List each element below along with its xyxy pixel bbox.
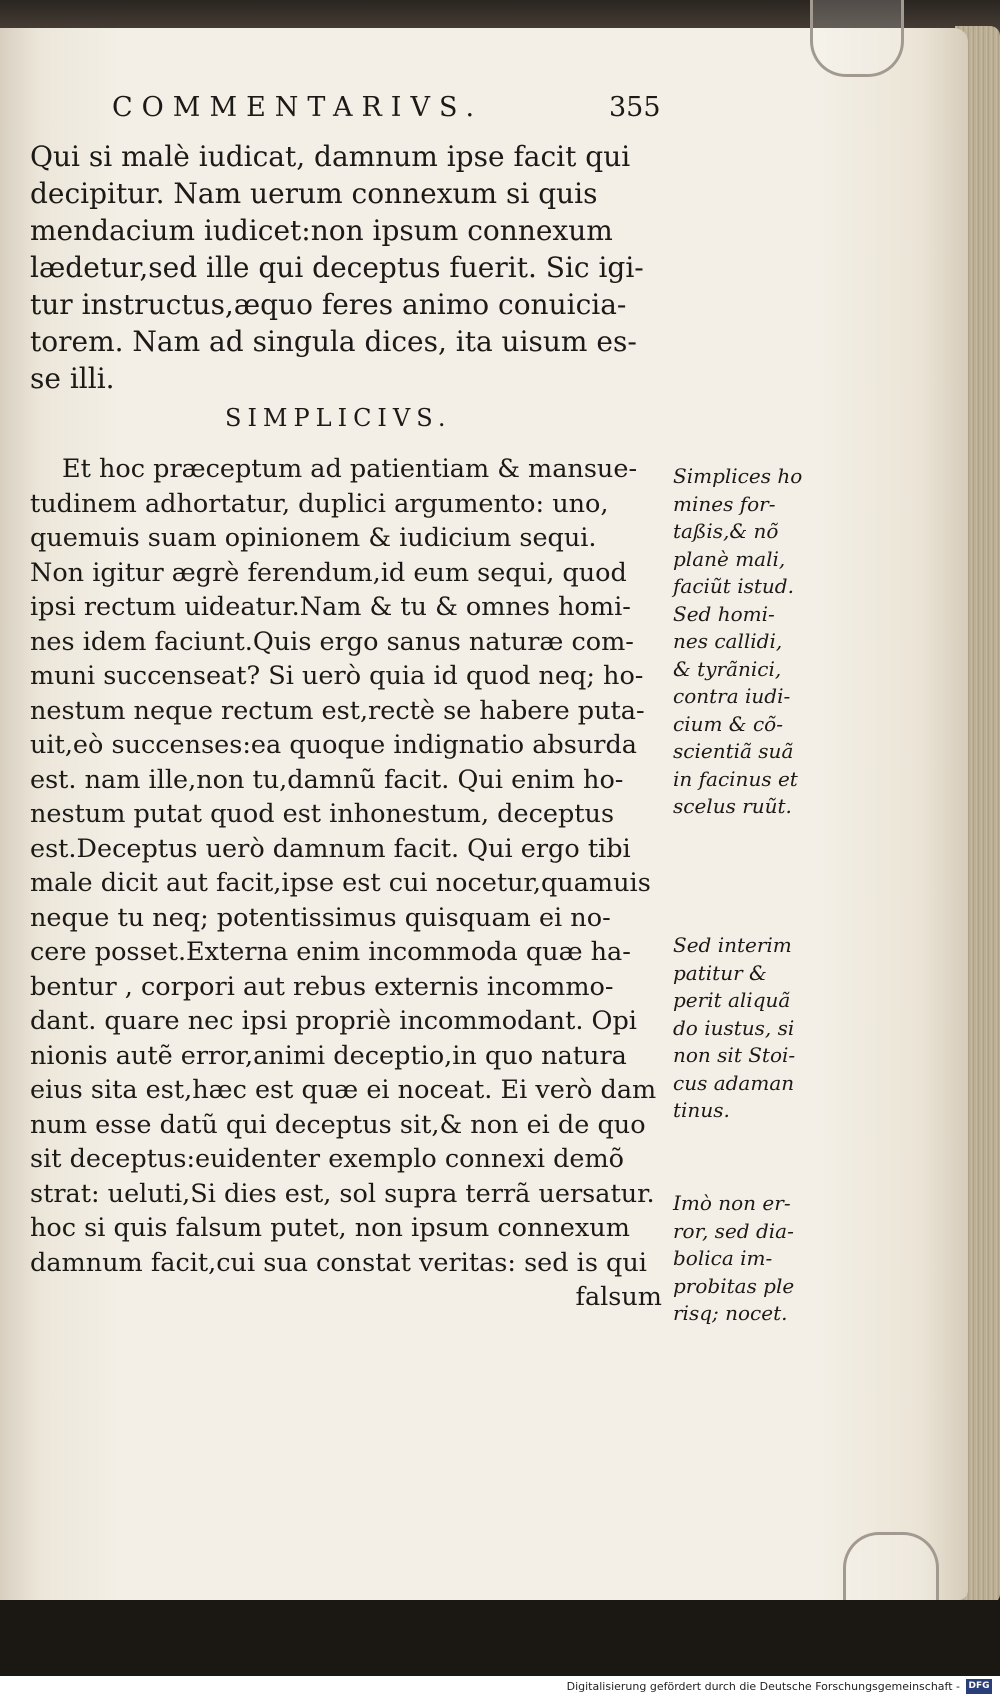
commentary-line: nionis autẽ error,animi deceptio,in quo natura (30, 1040, 627, 1071)
margin-line: in facinus et (673, 766, 798, 791)
margin-line: & tyrãnici, (673, 656, 782, 681)
page-clip-top (810, 0, 904, 77)
margin-line: Sed homi- (673, 601, 775, 626)
commentary-line: neque tu neq; potentissimus quisquam ei no- (30, 902, 611, 933)
margin-line: scelus ruũt. (673, 794, 792, 818)
margin-line: probitas ple (673, 1273, 795, 1298)
text-line: Qui si malè iudicat, damnum ipse facit qui (30, 140, 631, 173)
margin-line: bolica im- (673, 1246, 773, 1270)
commentary-line: nestum neque rectum est,rectè se habere puta- (30, 695, 645, 726)
margin-line: cus adaman (673, 1070, 795, 1095)
margin-line: cium & cõ- (673, 711, 783, 736)
margin-line: perit aliquã (673, 988, 791, 1012)
margin-line: Imò non er- (673, 1191, 791, 1215)
main-text (30, 138, 670, 397)
margin-line: risq; nocet. (673, 1301, 788, 1325)
margin-line: tinus. (673, 1098, 730, 1122)
commentary-line: strat: ueluti,Si dies est, sol supra terrã uersatur. (30, 1178, 655, 1209)
text-line: tur instructus,æquo feres animo conuicia- (30, 288, 627, 321)
margin-line: faciũt istud. (673, 574, 794, 598)
commentary-line: cere posset.Externa enim incommoda quæ ha- (30, 937, 631, 967)
section-heading: SIMPLICIVS. (225, 404, 452, 432)
margin-line: taßis,& nõ (673, 519, 779, 543)
commentary-line: Et hoc præceptum ad patientiam & mansue- (62, 454, 638, 484)
text-line: mendacium iudicet:non ipsum connexum (30, 214, 613, 247)
commentary-line: est. nam ille,non tu,damnũ facit. Qui enim ho- (30, 764, 624, 795)
commentary-line: quemuis suam opinionem & iudicium sequi. (30, 523, 597, 553)
margin-note-2 (673, 932, 823, 1125)
commentary-line: bentur , corpori aut rebus externis incommo- (30, 971, 614, 1002)
commentary-line: male dicit aut facit,ipse est cui nocetur,quamuis (30, 868, 651, 898)
text-line: se illi. (30, 362, 115, 395)
margin-line: scientiã suã (673, 739, 794, 763)
commentary-line: hoc si quis falsum putet, non ipsum connexum (30, 1213, 630, 1243)
running-head (112, 92, 661, 123)
margin-line: non sit Stoi- (673, 1043, 796, 1067)
margin-note-3 (673, 1190, 823, 1328)
commentary-line: damnum facit,cui sua constat veritas: sed is qui (30, 1247, 647, 1278)
commentary-line: ipsi rectum uideatur.Nam & tu & omnes homi- (30, 592, 631, 622)
running-head-title: COMMENTARIVS. (112, 92, 484, 123)
page-number: 355 (609, 92, 661, 123)
commentary-line: nes idem faciunt.Quis ergo sanus naturæ com- (30, 626, 634, 657)
margin-line: planè mali, (673, 546, 786, 571)
commentary-line: tudinem adhortatur, duplici argumento: uno, (30, 488, 609, 519)
margin-note-1 (673, 463, 823, 821)
footer-credit: Digitalisierung gefördert durch die Deutsche Forschungsgemeinschaft - (566, 1680, 960, 1693)
margin-line: Simplices ho (673, 464, 803, 488)
page-clip-bottom (843, 1532, 939, 1605)
commentary-line: uit,eò succenses:ea quoque indignatio absurda (30, 730, 637, 760)
text-line: lædetur,sed ille qui deceptus fuerit. Sic igi- (30, 251, 644, 284)
margin-line: nes callidi, (673, 629, 783, 653)
margin-line: do iustus, si (673, 1015, 795, 1040)
dfg-logo: DFG (966, 1679, 992, 1694)
margin-line: contra iudi- (673, 684, 791, 708)
commentary-line: muni succenseat? Si uerò quia id quod neq; ho- (30, 661, 644, 691)
margin-line: Sed interim (673, 933, 792, 957)
text-line: torem. Nam ad singula dices, ita uisum es- (30, 325, 637, 358)
commentary-line: dant. quare nec ipsi propriè incommodant. Opi (30, 1006, 637, 1036)
commentary-line: num esse datũ qui deceptus sit,& non ei de quo (30, 1109, 646, 1140)
margin-line: mines for- (673, 491, 776, 516)
commentary-line: est.Deceptus uerò damnum facit. Qui ergo tibi (30, 833, 631, 864)
commentary-line: sit deceptus:euidenter exemplo connexi demõ (30, 1144, 625, 1174)
commentary-line: eius sita est,hæc est quæ ei noceat. Ei verò dam (30, 1075, 657, 1105)
text-line: decipitur. Nam uerum connexum si quis (30, 177, 598, 210)
commentary-catchword: falsum (575, 1282, 662, 1312)
commentary-line: nestum putat quod est inhonestum, deceptus (30, 799, 615, 829)
commentary-line: Non igitur ægrè ferendum,id eum sequi, quod (30, 557, 627, 588)
margin-line: patitur & (673, 960, 767, 985)
margin-line: ror, sed dia- (673, 1218, 794, 1243)
commentary-text (30, 452, 670, 1315)
